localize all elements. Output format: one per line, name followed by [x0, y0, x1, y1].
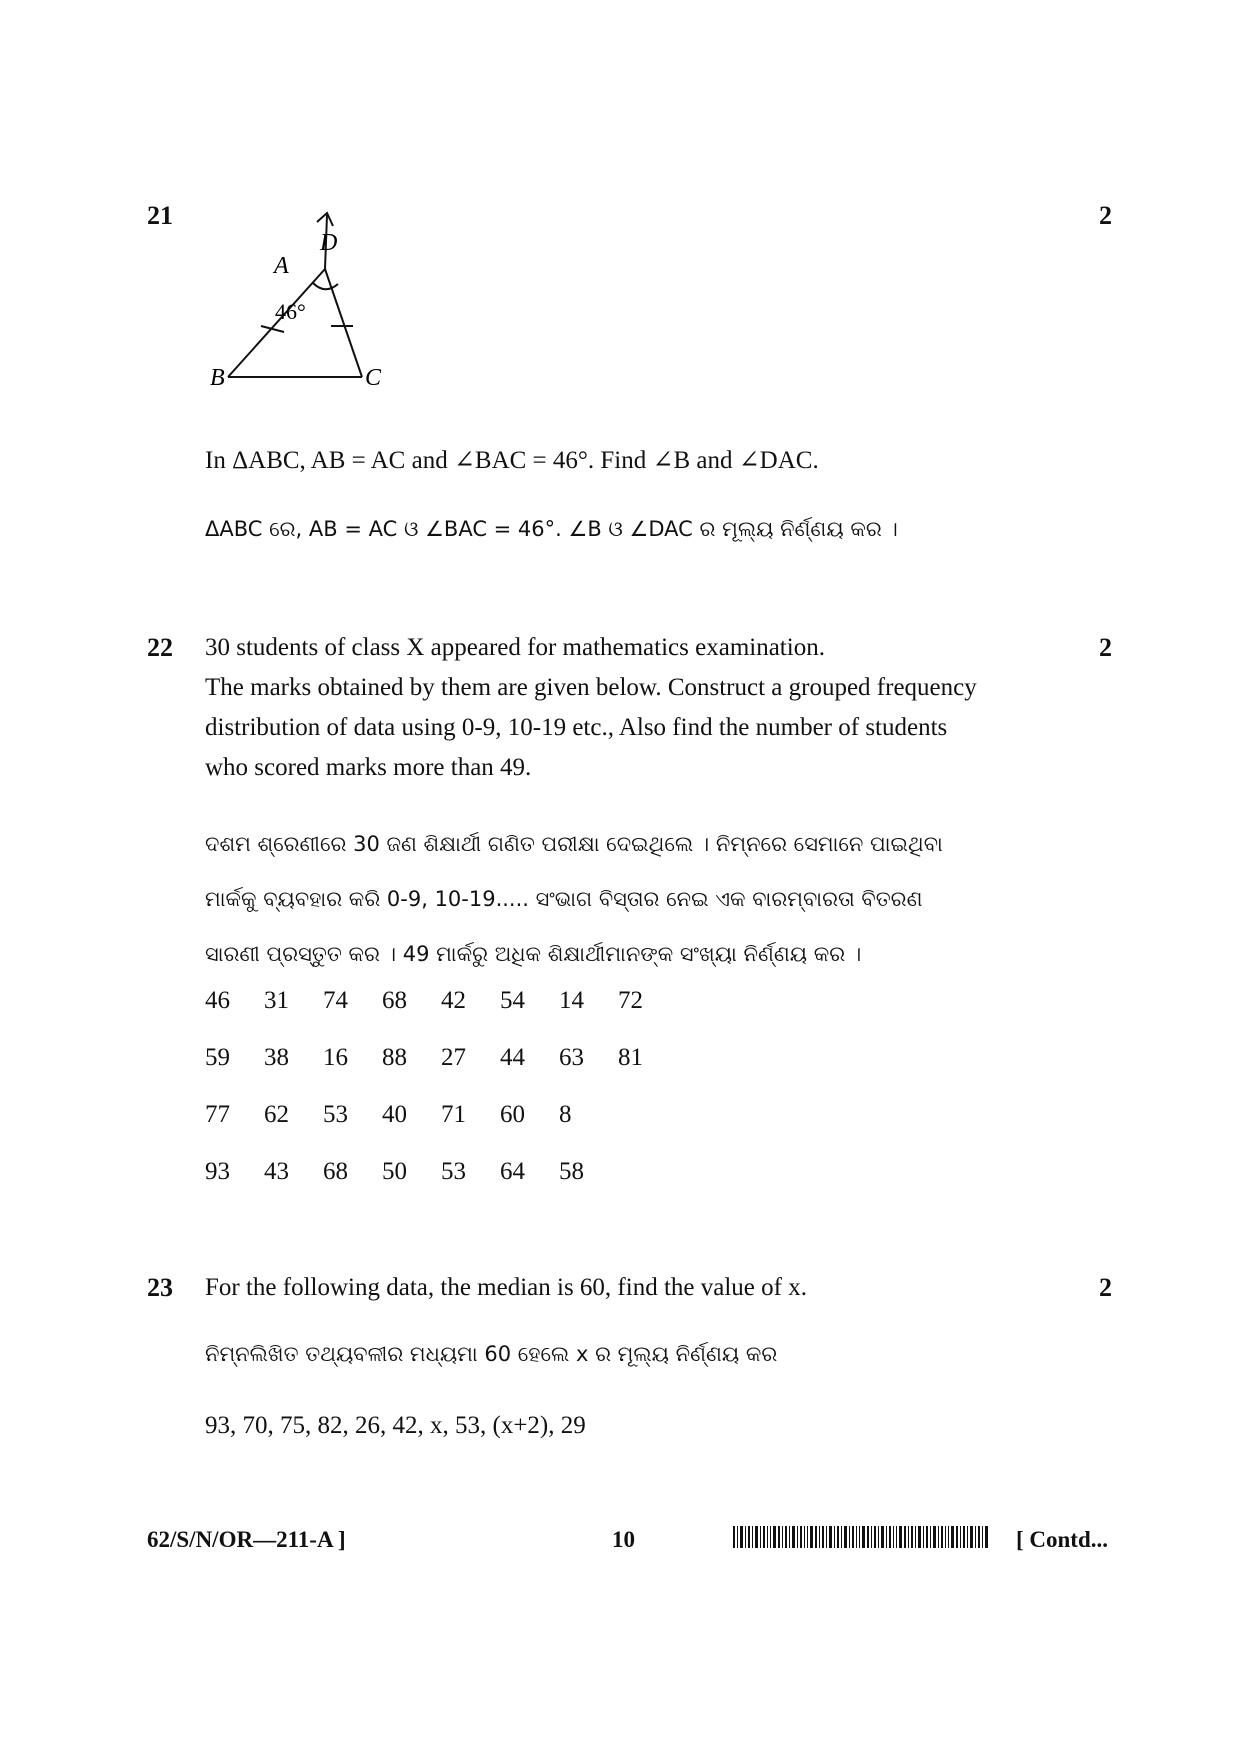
q23-english: For the following data, the median is 60, find the value of x. [205, 1274, 807, 1301]
data-cell: 27 [441, 1044, 466, 1071]
q22-en-line: The marks obtained by them are given below. Construct a grouped frequency [205, 674, 977, 701]
data-cell: 53 [441, 1158, 466, 1185]
data-cell: 77 [205, 1101, 230, 1128]
side-ac [325, 269, 362, 377]
data-cell: 64 [500, 1158, 525, 1185]
q23-data: 93, 70, 75, 82, 26, 42, x, 53, (x+2), 29 [205, 1412, 586, 1439]
triangle-figure [190, 200, 420, 400]
data-cell: 44 [500, 1044, 525, 1071]
arrow-d [317, 213, 333, 226]
data-cell: 54 [500, 987, 525, 1014]
data-cell: 53 [323, 1101, 348, 1128]
data-cell: 46 [205, 987, 230, 1014]
data-cell: 31 [264, 987, 289, 1014]
q23-marks: 2 [1099, 1273, 1112, 1302]
page-number: 10 [612, 1527, 635, 1552]
contd-label: [ Contd... [1016, 1527, 1109, 1552]
data-cell: 8 [559, 1101, 572, 1128]
data-cell: 40 [382, 1101, 407, 1128]
q22-od-line: ସାରଣୀ ପ୍ରସ୍ତୁତ କର । 49 ମାର୍କରୁ ଅଧିକ ଶିକ୍ଷାର୍ଥୀମାନଙ୍କ ସଂଖ୍ୟା ନିର୍ଣ୍ଣୟ କର । [205, 942, 862, 966]
data-cell: 43 [264, 1158, 289, 1185]
q21-english: In ΔABC, AB = AC and ∠BAC = 46°. Find ∠B and ∠DAC. [205, 447, 819, 474]
q22-odia [205, 817, 943, 982]
q22-marks: 2 [1099, 633, 1112, 662]
q21-odia: ΔABC ରେ, AB = AC ଓ ∠BAC = 46°. ∠B ଓ ∠DAC ର ମୂଲ୍ୟ ନିର୍ଣ୍ଣୟ କର । [205, 517, 898, 541]
paper-code: 62/S/N/OR—211-A ] [147, 1527, 346, 1552]
data-cell: 14 [559, 987, 584, 1014]
q22-english [205, 628, 1065, 788]
q21-number: 21 [147, 201, 173, 230]
q22-data-row [205, 1044, 677, 1072]
data-cell: 72 [618, 987, 643, 1014]
q22-en-line: 30 students of class X appeared for mathematics examination. [205, 634, 825, 661]
data-cell: 63 [559, 1044, 584, 1071]
data-cell: 62 [264, 1101, 289, 1128]
label-a: A [274, 253, 289, 279]
q23-odia: ନିମ୍ନଲିଖିତ ତଥ୍ୟବଳୀର ମଧ୍ୟମା 60 ହେଲେ x ର ମୂଲ୍ୟ ନିର୍ଣ୍ଣୟ କର [205, 1342, 778, 1366]
data-cell: 81 [618, 1044, 643, 1071]
data-cell: 71 [441, 1101, 466, 1128]
q22-en-line: distribution of data using 0-9, 10-19 etc., Also find the number of students [205, 714, 948, 741]
q22-number: 22 [147, 633, 173, 662]
label-angle: 46° [275, 299, 306, 324]
q22-data-row [205, 1101, 618, 1129]
q22-data-row [205, 1158, 618, 1186]
data-cell: 42 [441, 987, 466, 1014]
q21-marks: 2 [1099, 201, 1112, 230]
q22-od-line: ମାର୍କକୁ ବ୍ୟବହାର କରି 0-9, 10-19..... ସଂଭାଗ ବିସ୍ତାର ନେଇ ଏକ ବାରମ୍ବାରତା ବିତରଣ [205, 887, 923, 911]
data-cell: 58 [559, 1158, 584, 1185]
data-cell: 38 [264, 1044, 289, 1071]
data-cell: 68 [323, 1158, 348, 1185]
data-cell: 93 [205, 1158, 230, 1185]
data-cell: 50 [382, 1158, 407, 1185]
label-c: C [365, 365, 382, 391]
label-d: D [320, 230, 338, 256]
q22-od-line: ଦଶମ ଶ୍ରେଣୀରେ 30 ଜଣ ଶିକ୍ଷାର୍ଥୀ ଗଣିତ ପରୀକ୍ଷା ଦେଇଥିଲେ । ନିମ୍ନରେ ସେମାନେ ପାଇଥିବା [205, 832, 943, 856]
q22-en-line: who scored marks more than 49. [205, 754, 532, 781]
q23-number: 23 [147, 1273, 173, 1302]
data-cell: 60 [500, 1101, 525, 1128]
data-cell: 68 [382, 987, 407, 1014]
barcode-icon [733, 1526, 991, 1548]
data-cell: 16 [323, 1044, 348, 1071]
q22-data-row [205, 987, 677, 1015]
data-cell: 59 [205, 1044, 230, 1071]
data-cell: 88 [382, 1044, 407, 1071]
label-b: B [210, 365, 225, 391]
data-cell: 74 [323, 987, 348, 1014]
angle-arc [313, 283, 338, 289]
